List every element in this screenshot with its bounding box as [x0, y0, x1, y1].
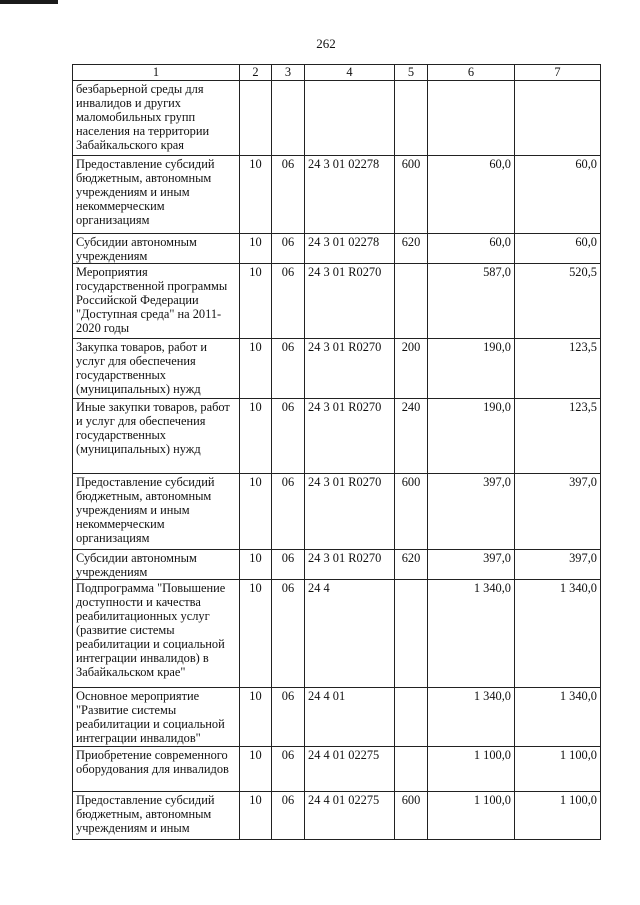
column-header: 4 [305, 65, 395, 81]
subsection-cell [272, 81, 305, 156]
amount-year1-cell: 587,0 [428, 264, 515, 339]
target-code-cell: 24 3 01 R0270 [305, 339, 395, 399]
table-row [73, 792, 601, 840]
expense-type-cell: 600 [395, 156, 428, 234]
subsection-cell: 06 [272, 339, 305, 399]
column-header: 5 [395, 65, 428, 81]
amount-year2-cell: 397,0 [515, 474, 601, 550]
target-code-cell: 24 3 01 02278 [305, 234, 395, 264]
target-code-cell: 24 4 01 [305, 688, 395, 747]
subsection-cell: 06 [272, 747, 305, 792]
amount-year1-cell: 1 340,0 [428, 688, 515, 747]
amount-year1-cell: 60,0 [428, 156, 515, 234]
section-cell: 10 [240, 156, 272, 234]
target-code-cell: 24 4 01 02275 [305, 747, 395, 792]
subsection-cell: 06 [272, 156, 305, 234]
target-code-cell: 24 3 01 R0270 [305, 474, 395, 550]
amount-year2-cell: 123,5 [515, 399, 601, 474]
amount-year1-cell: 60,0 [428, 234, 515, 264]
table-row [73, 688, 601, 747]
expense-type-cell: 620 [395, 234, 428, 264]
subsection-cell: 06 [272, 234, 305, 264]
column-header: 1 [73, 65, 240, 81]
section-cell: 10 [240, 264, 272, 339]
subsection-cell: 06 [272, 399, 305, 474]
amount-year1-cell [428, 81, 515, 156]
amount-year2-cell: 1 100,0 [515, 747, 601, 792]
section-cell: 10 [240, 747, 272, 792]
expense-type-cell [395, 747, 428, 792]
expense-type-cell [395, 81, 428, 156]
table-row [73, 474, 601, 550]
section-cell: 10 [240, 688, 272, 747]
table-row [73, 264, 601, 339]
subsection-cell: 06 [272, 792, 305, 840]
section-cell: 10 [240, 474, 272, 550]
section-cell [240, 81, 272, 156]
amount-year1-cell: 1 100,0 [428, 792, 515, 840]
scan-edge-mark [0, 0, 58, 4]
target-code-cell: 24 3 01 R0270 [305, 399, 395, 474]
budget-table [72, 64, 601, 840]
table-row [73, 747, 601, 792]
row-name-cell: Основное мероприятие "Развитие системы реабилитации и социальной интеграции инвалидов" [73, 688, 240, 747]
amount-year2-cell: 1 100,0 [515, 792, 601, 840]
amount-year2-cell: 123,5 [515, 339, 601, 399]
row-name-cell: Предоставление субсидий бюджетным, автономным учреждениям и иным некоммерческим организациям [73, 474, 240, 550]
amount-year2-cell: 520,5 [515, 264, 601, 339]
table-row [73, 339, 601, 399]
table-row [73, 81, 601, 156]
subsection-cell: 06 [272, 550, 305, 580]
amount-year2-cell: 1 340,0 [515, 688, 601, 747]
expense-type-cell: 600 [395, 792, 428, 840]
expense-type-cell: 620 [395, 550, 428, 580]
table-row [73, 550, 601, 580]
amount-year1-cell: 1 340,0 [428, 580, 515, 688]
expense-type-cell: 200 [395, 339, 428, 399]
subsection-cell: 06 [272, 580, 305, 688]
section-cell: 10 [240, 234, 272, 264]
column-header: 2 [240, 65, 272, 81]
section-cell: 10 [240, 399, 272, 474]
section-cell: 10 [240, 792, 272, 840]
subsection-cell: 06 [272, 688, 305, 747]
amount-year2-cell: 60,0 [515, 234, 601, 264]
table-row [73, 399, 601, 474]
target-code-cell: 24 3 01 R0270 [305, 550, 395, 580]
section-cell: 10 [240, 580, 272, 688]
section-cell: 10 [240, 550, 272, 580]
row-name-cell: Закупка товаров, работ и услуг для обеспечения государственных (муниципальных) нужд [73, 339, 240, 399]
row-name-cell: безбарьерной среды для инвалидов и других маломобильных групп населения на территории Забайкальского края [73, 81, 240, 156]
expense-type-cell: 240 [395, 399, 428, 474]
expense-type-cell [395, 580, 428, 688]
row-name-cell: Приобретение современного оборудования для инвалидов [73, 747, 240, 792]
row-name-cell: Предоставление субсидий бюджетным, автономным учреждениям и иным [73, 792, 240, 840]
target-code-cell: 24 4 01 02275 [305, 792, 395, 840]
expense-type-cell [395, 688, 428, 747]
row-name-cell: Субсидии автономным учреждениям [73, 234, 240, 264]
column-header: 3 [272, 65, 305, 81]
table-header-row [73, 65, 601, 81]
row-name-cell: Предоставление субсидий бюджетным, автономным учреждениям и иным некоммерческим организациям [73, 156, 240, 234]
row-name-cell: Субсидии автономным учреждениям [73, 550, 240, 580]
amount-year2-cell [515, 81, 601, 156]
subsection-cell: 06 [272, 264, 305, 339]
amount-year2-cell: 397,0 [515, 550, 601, 580]
table-row [73, 580, 601, 688]
amount-year2-cell: 1 340,0 [515, 580, 601, 688]
column-header: 7 [515, 65, 601, 81]
table-row [73, 234, 601, 264]
subsection-cell: 06 [272, 474, 305, 550]
target-code-cell: 24 3 01 R0270 [305, 264, 395, 339]
target-code-cell [305, 81, 395, 156]
expense-type-cell [395, 264, 428, 339]
amount-year1-cell: 1 100,0 [428, 747, 515, 792]
target-code-cell: 24 3 01 02278 [305, 156, 395, 234]
page-number: 262 [316, 36, 336, 51]
column-header: 6 [428, 65, 515, 81]
row-name-cell: Подпрограмма "Повышение доступности и качества реабилитационных услуг (развитие системы реабилитации и социальной интеграции инвалидов) в Забайкальском крае" [73, 580, 240, 688]
amount-year1-cell: 190,0 [428, 339, 515, 399]
row-name-cell: Иные закупки товаров, работ и услуг для обеспечения государственных (муниципальных) нужд [73, 399, 240, 474]
expense-type-cell: 600 [395, 474, 428, 550]
target-code-cell: 24 4 [305, 580, 395, 688]
amount-year1-cell: 397,0 [428, 550, 515, 580]
amount-year2-cell: 60,0 [515, 156, 601, 234]
row-name-cell: Мероприятия государственной программы Российской Федерации "Доступная среда" на 2011-2020 годы [73, 264, 240, 339]
amount-year1-cell: 190,0 [428, 399, 515, 474]
amount-year1-cell: 397,0 [428, 474, 515, 550]
section-cell: 10 [240, 339, 272, 399]
table-row [73, 156, 601, 234]
